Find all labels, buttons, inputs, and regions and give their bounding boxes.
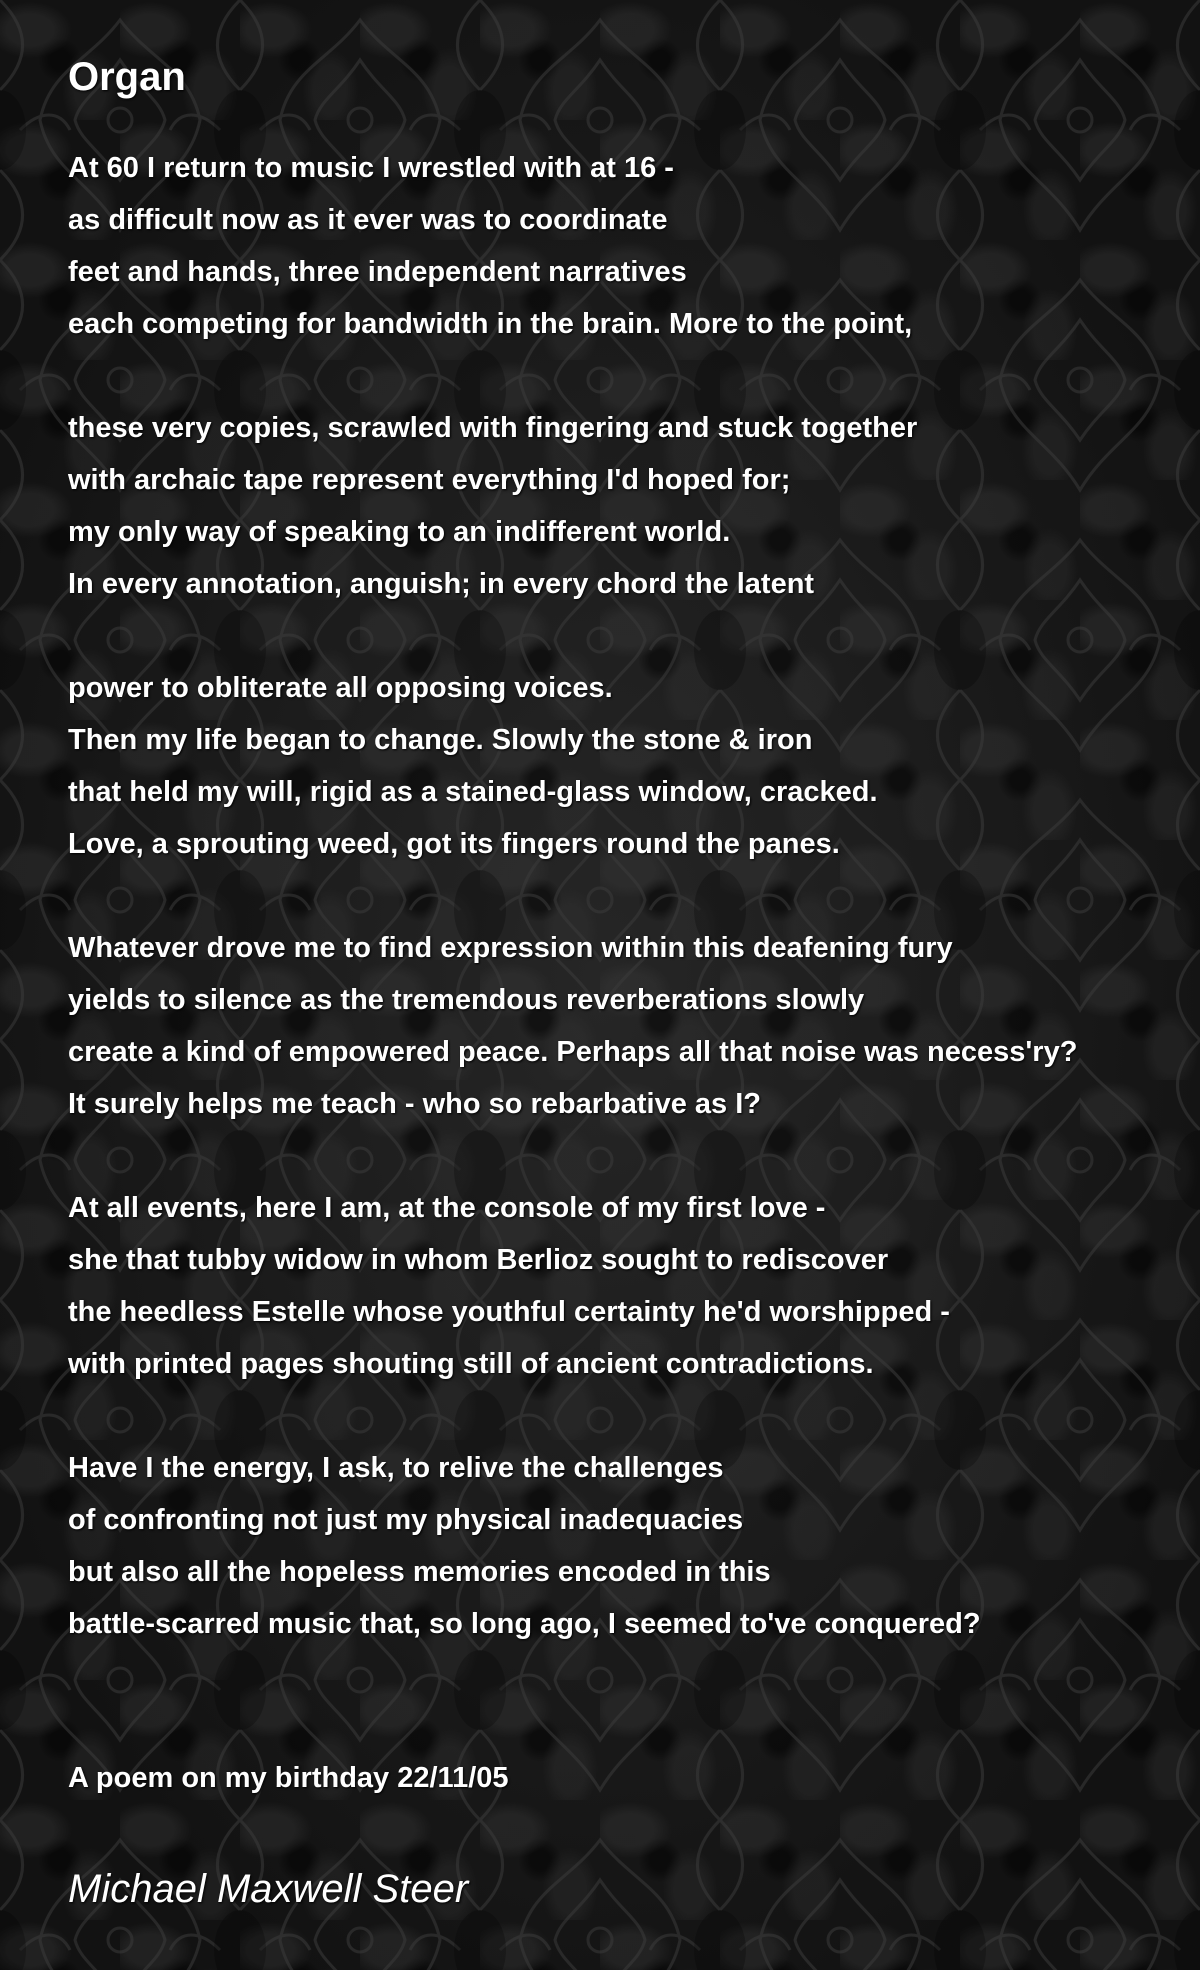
poem-line: feet and hands, three independent narratives: [68, 256, 687, 288]
stanza: [68, 1182, 1188, 1390]
stanza: [68, 662, 1188, 870]
poem-line: It surely helps me teach - who so rebarbative as I?: [68, 1088, 762, 1120]
poem-line: Then my life began to change. Slowly the stone & iron: [68, 724, 813, 756]
poem-line: battle-scarred music that, so long ago, I seemed to've conquered?: [68, 1608, 981, 1640]
poem-title: Organ: [68, 55, 186, 99]
poem-line: with archaic tape represent everything I'd hoped for;: [68, 464, 791, 496]
stanza: [68, 922, 1188, 1130]
poem-line: of confronting not just my physical inadequacies: [68, 1504, 744, 1536]
poem-line: with printed pages shouting still of ancient contradictions.: [68, 1348, 874, 1380]
poem-line: that held my will, rigid as a stained-glass window, cracked.: [68, 776, 878, 808]
poem-line: each competing for bandwidth in the brain. More to the point,: [68, 308, 913, 340]
poem-dedication: A poem on my birthday 22/11/05: [68, 1762, 509, 1794]
poem-line: the heedless Estelle whose youthful certainty he'd worshipped -: [68, 1296, 950, 1328]
poem-line: yields to silence as the tremendous reverberations slowly: [68, 984, 865, 1016]
poem-line: create a kind of empowered peace. Perhaps all that noise was necess'ry?: [68, 1036, 1078, 1068]
poem-line: but also all the hopeless memories encoded in this: [68, 1556, 771, 1588]
poem-author: Michael Maxwell Steer: [68, 1867, 469, 1911]
poem-line: power to obliterate all opposing voices.: [68, 672, 613, 704]
poem-line: as difficult now as it ever was to coordinate: [68, 204, 668, 236]
poem-line: At all events, here I am, at the console of my first love -: [68, 1192, 826, 1224]
poem-line: she that tubby widow in whom Berlioz sought to rediscover: [68, 1244, 889, 1276]
poem-container: [68, 52, 1188, 1914]
poem-line: At 60 I return to music I wrestled with at 16 -: [68, 152, 674, 184]
poem-line: In every annotation, anguish; in every chord the latent: [68, 568, 815, 600]
poem-line: my only way of speaking to an indifferent world.: [68, 516, 731, 548]
poem-line: Whatever drove me to find expression within this deafening fury: [68, 932, 953, 964]
stanza: [68, 1442, 1188, 1650]
stanza: [68, 402, 1188, 610]
stanza: [68, 142, 1188, 350]
poem-line: these very copies, scrawled with fingering and stuck together: [68, 412, 918, 444]
poem-line: Love, a sprouting weed, got its fingers round the panes.: [68, 828, 840, 860]
poem-line: Have I the energy, I ask, to relive the challenges: [68, 1452, 724, 1484]
